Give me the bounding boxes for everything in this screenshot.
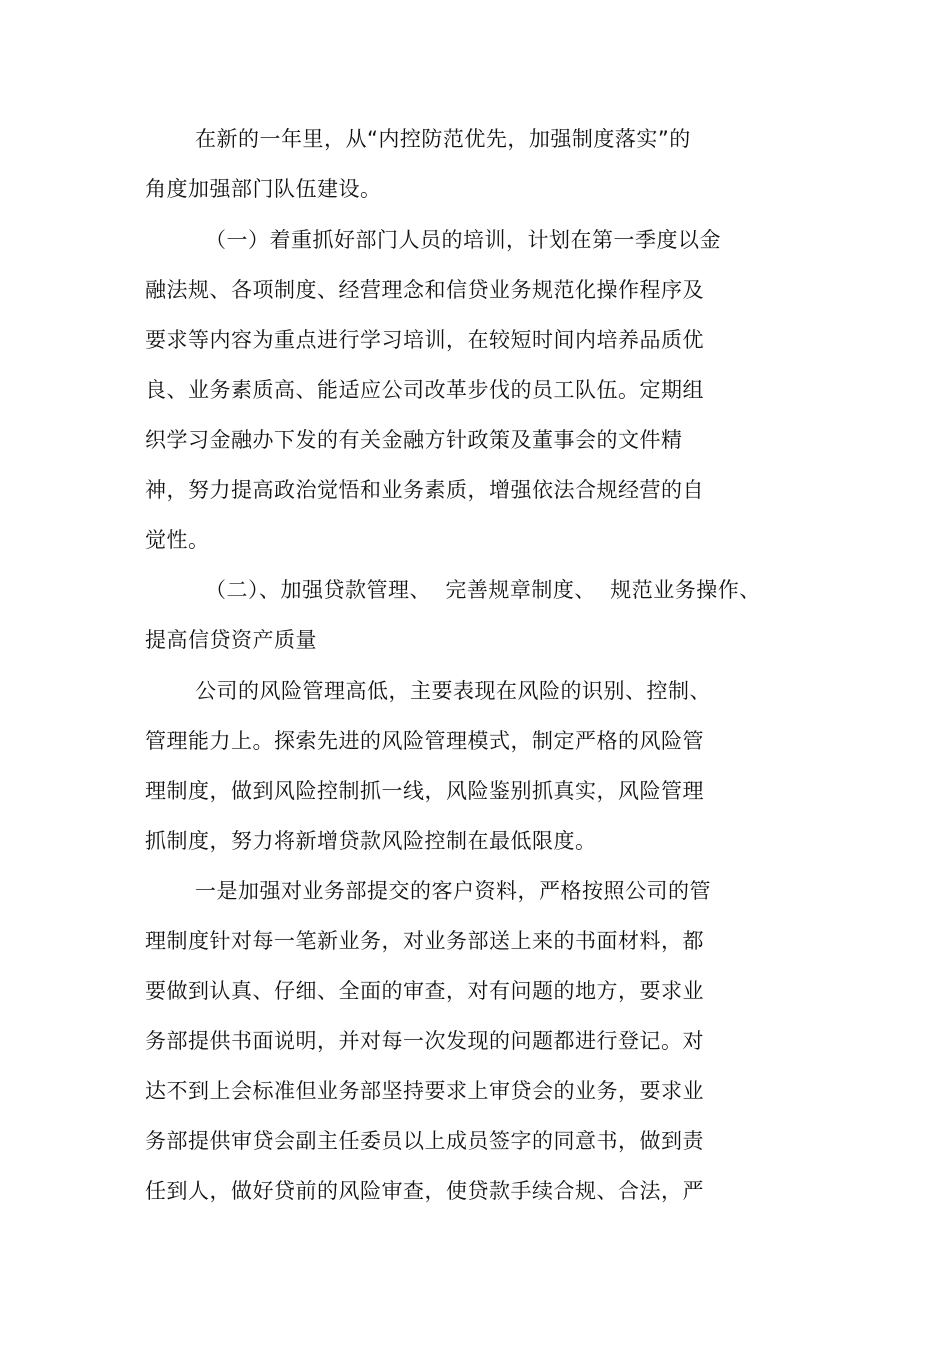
paragraph-line: 管理能力上。探索先进的风险管理模式，制定严格的风险管 — [145, 729, 704, 753]
paragraph-line: 良、业务素质高、能适应公司改革步伐的员工队伍。定期组 — [145, 378, 704, 402]
paragraph-line: 达不到上会标准但业务部坚持要求上审贷会的业务，要求业 — [145, 1079, 704, 1103]
paragraph-line: 提高信贷资产质量 — [145, 628, 317, 652]
paragraph-line: 务部提供书面说明，并对每一次发现的问题都进行登记。对 — [145, 1029, 704, 1053]
paragraph-line: （一）着重抓好部门人员的培训，计划在第一季度以金 — [205, 228, 721, 252]
paragraph-line: （二）、加强贷款管理、 完善规章制度、 规范业务操作、 — [205, 578, 761, 602]
paragraph-line: 抓制度，努力将新增贷款风险控制在最低限度。 — [145, 829, 597, 853]
paragraph-line: 角度加强部门队伍建设。 — [145, 177, 382, 201]
paragraph-line: 融法规、各项制度、经营理念和信贷业务规范化操作程序及 — [145, 278, 704, 302]
paragraph-line: 要做到认真、仔细、全面的审查，对有问题的地方，要求业 — [145, 979, 704, 1003]
paragraph-line: 任到人，做好贷前的风险审查，使贷款手续合规、合法，严 — [145, 1179, 704, 1203]
paragraph-line: 理制度，做到风险控制抓一线，风险鉴别抓真实，风险管理 — [145, 779, 704, 803]
paragraph-line: 一是加强对业务部提交的客户资料，严格按照公司的管 — [195, 879, 711, 903]
paragraph-line: 公司的风险管理高低，主要表现在风险的识别、控制、 — [195, 679, 711, 703]
paragraph-line: 觉性。 — [145, 528, 210, 552]
paragraph-line: 神，努力提高政治觉悟和业务素质，增强依法合规经营的自 — [145, 478, 704, 502]
paragraph-line: 在新的一年里，从“内控防范优先，加强制度落实”的 — [195, 127, 691, 151]
paragraph-line: 织学习金融办下发的有关金融方针政策及董事会的文件精 — [145, 428, 683, 452]
paragraph-line: 要求等内容为重点进行学习培训，在较短时间内培养品质优 — [145, 328, 704, 352]
paragraph-line: 务部提供审贷会副主任委员以上成员签字的同意书，做到责 — [145, 1129, 704, 1153]
paragraph-line: 理制度针对每一笔新业务，对业务部送上来的书面材料，都 — [145, 929, 704, 953]
